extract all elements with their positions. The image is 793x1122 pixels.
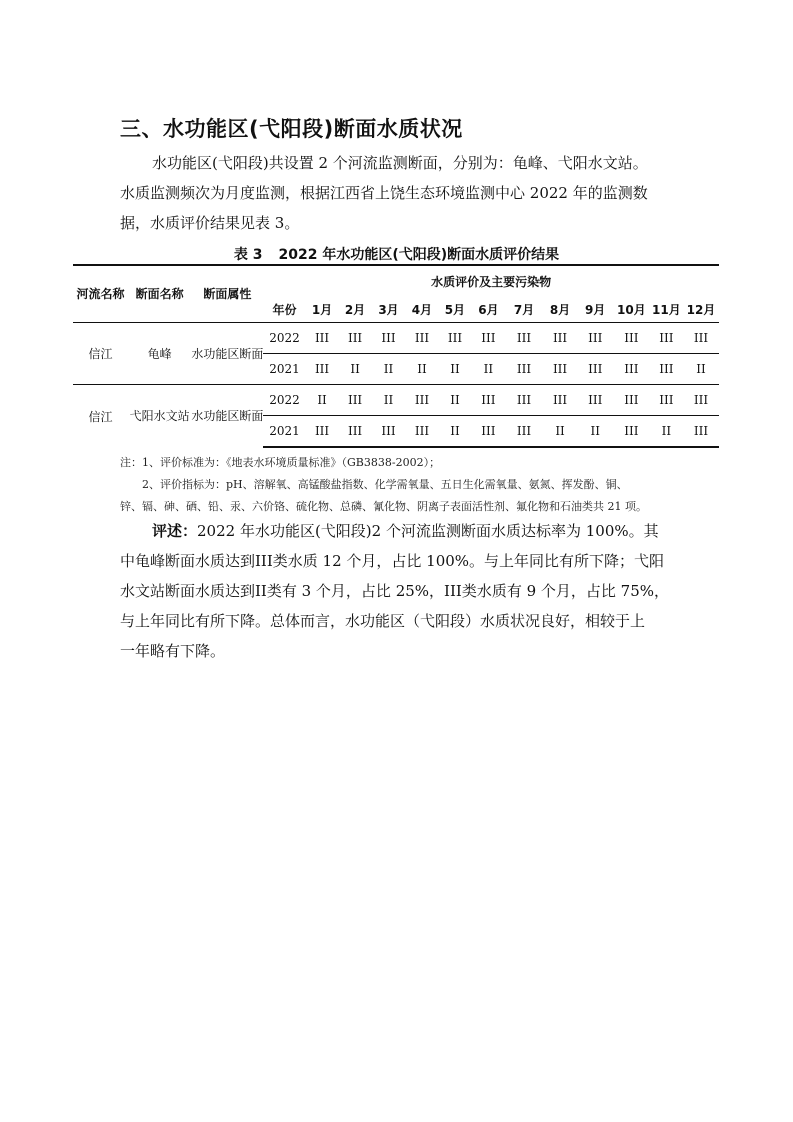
table-row — [73, 323, 719, 354]
year-cell: 2021 — [263, 354, 305, 385]
header-section-attribute: 断面属性 — [191, 265, 263, 323]
grade-cell: III — [481, 331, 496, 345]
grade-cell: III — [659, 331, 674, 345]
grade-cell: II — [438, 385, 471, 416]
review-line: 一年略有下降。 — [120, 642, 226, 660]
grade-cell: III — [414, 331, 430, 345]
review-text: 2022 年水功能区(弋阳段)2 个河流监测断面水质达标率为 100%。其 — [197, 522, 659, 540]
grade-cell: III — [306, 416, 339, 448]
header-month: 3月 — [372, 296, 406, 323]
grade-cell: III — [693, 331, 709, 345]
grade-cell: III — [381, 331, 396, 345]
table-row — [73, 385, 719, 416]
grade-cell: II — [405, 354, 438, 385]
year-cell: 2022 — [269, 331, 300, 345]
grade-cell: III — [314, 331, 330, 345]
grade-cell: II — [306, 385, 339, 416]
section-name-cell: 弋阳水文站 — [128, 385, 191, 448]
note-line: 锌、镉、砷、硒、铅、汞、六价铬、硫化物、总磷、氰化物、阴离子表面活性剂、氟化物和石油类共 21 项。 — [120, 500, 647, 513]
grade-cell: II — [683, 354, 719, 385]
grade-cell: II — [339, 354, 372, 385]
grade-cell: III — [372, 416, 406, 448]
river-name-cell: 信江 — [73, 385, 128, 448]
note-line: 2、评价指标为：pH、溶解氧、高锰酸盐指数、化学需氧量、五日生化需氧量、氨氮、挥发酚、铜、 — [142, 478, 628, 491]
intro-line: 水质监测频次为月度监测，根据江西省上饶生态环境监测中心 2022 年的监测数 — [120, 184, 648, 202]
grade-cell: III — [613, 416, 650, 448]
table-caption-title: 2022 年水功能区(弋阳段)断面水质评价结果 — [278, 247, 560, 263]
grade-cell: III — [683, 385, 719, 416]
grade-cell: II — [372, 354, 406, 385]
grade-cell: II — [577, 416, 613, 448]
section-heading: 三、水功能区(弋阳段)断面水质状况 — [120, 117, 463, 141]
header-month: 8月 — [543, 296, 578, 323]
grade-cell: III — [683, 416, 719, 448]
grade-cell: III — [447, 331, 463, 345]
grade-cell: III — [650, 385, 683, 416]
review-paragraph — [120, 516, 680, 666]
header-month: 2月 — [339, 296, 372, 323]
section-attribute-cell: 水功能区断面 — [191, 385, 263, 448]
grade-cell: III — [306, 354, 339, 385]
review-line: 水文站断面水质达到II类有 3 个月，占比 25%，III类水质有 9 个月，占比 75%， — [120, 582, 670, 600]
grade-cell: III — [405, 416, 438, 448]
header-month: 6月 — [471, 296, 505, 323]
grade-cell: III — [543, 354, 578, 385]
year-cell: 2021 — [263, 416, 305, 448]
grade-cell: II — [543, 416, 578, 448]
header-month: 12月 — [683, 296, 719, 323]
grade-cell: II — [471, 354, 505, 385]
grade-cell: III — [405, 385, 438, 416]
header-month: 4月 — [405, 296, 438, 323]
intro-line: 水功能区(弋阳段)共设置 2 个河流监测断面，分别为：龟峰、弋阳水文站。 — [152, 154, 648, 172]
header-section-name: 断面名称 — [128, 265, 191, 323]
river-name-cell: 信江 — [88, 347, 113, 361]
year-cell: 2022 — [263, 385, 305, 416]
grade-cell: III — [471, 385, 505, 416]
grade-cell: II — [372, 385, 406, 416]
grade-cell: II — [438, 416, 471, 448]
note-line: 注：1、评价标准为：《地表水环境质量标准》（GB3838-2002）； — [120, 456, 441, 469]
review-line: 与上年同比有所下降。总体而言，水功能区（弋阳段）水质状况良好，相较于上 — [120, 612, 646, 630]
grade-cell: III — [624, 331, 639, 345]
grade-cell: III — [339, 416, 372, 448]
intro-paragraph — [120, 148, 680, 238]
header-month: 9月 — [577, 296, 613, 323]
water-quality-table — [73, 264, 719, 448]
grade-cell: III — [505, 416, 542, 448]
grade-cell: II — [438, 354, 471, 385]
grade-cell: III — [543, 385, 578, 416]
grade-cell: III — [588, 331, 603, 345]
review-line: 中龟峰断面水质达到III类水质 12 个月，占比 100%。与上年同比有所下降；弋阳 — [120, 552, 665, 570]
header-year: 年份 — [263, 296, 305, 323]
header-month: 10月 — [613, 296, 650, 323]
header-month: 1月 — [306, 296, 339, 323]
grade-cell: II — [650, 416, 683, 448]
review-line — [120, 516, 680, 546]
review-lead: 评述： — [152, 522, 198, 540]
grade-cell: III — [577, 385, 613, 416]
header-evaluation-group: 水质评价及主要污染物 — [263, 265, 719, 296]
grade-cell: III — [552, 331, 568, 345]
header-month: 7月 — [505, 296, 542, 323]
section-attribute-cell: 水功能区断面 — [191, 346, 264, 361]
grade-cell: III — [613, 385, 650, 416]
grade-cell: III — [339, 385, 372, 416]
header-month: 11月 — [650, 296, 683, 323]
header-river-name: 河流名称 — [73, 265, 128, 323]
grade-cell: III — [505, 385, 542, 416]
intro-line: 据，水质评价结果见表 3。 — [120, 214, 300, 232]
grade-cell: III — [347, 331, 363, 345]
table-caption-number: 表 3 — [233, 247, 263, 263]
grade-cell: III — [516, 331, 532, 345]
grade-cell: III — [471, 416, 505, 448]
grade-cell: III — [650, 354, 683, 385]
header-month: 5月 — [438, 296, 471, 323]
table-notes — [120, 452, 647, 518]
grade-cell: III — [505, 354, 542, 385]
grade-cell: III — [613, 354, 650, 385]
grade-cell: III — [577, 354, 613, 385]
section-name-cell: 龟峰 — [147, 347, 172, 361]
table-caption — [0, 244, 793, 264]
